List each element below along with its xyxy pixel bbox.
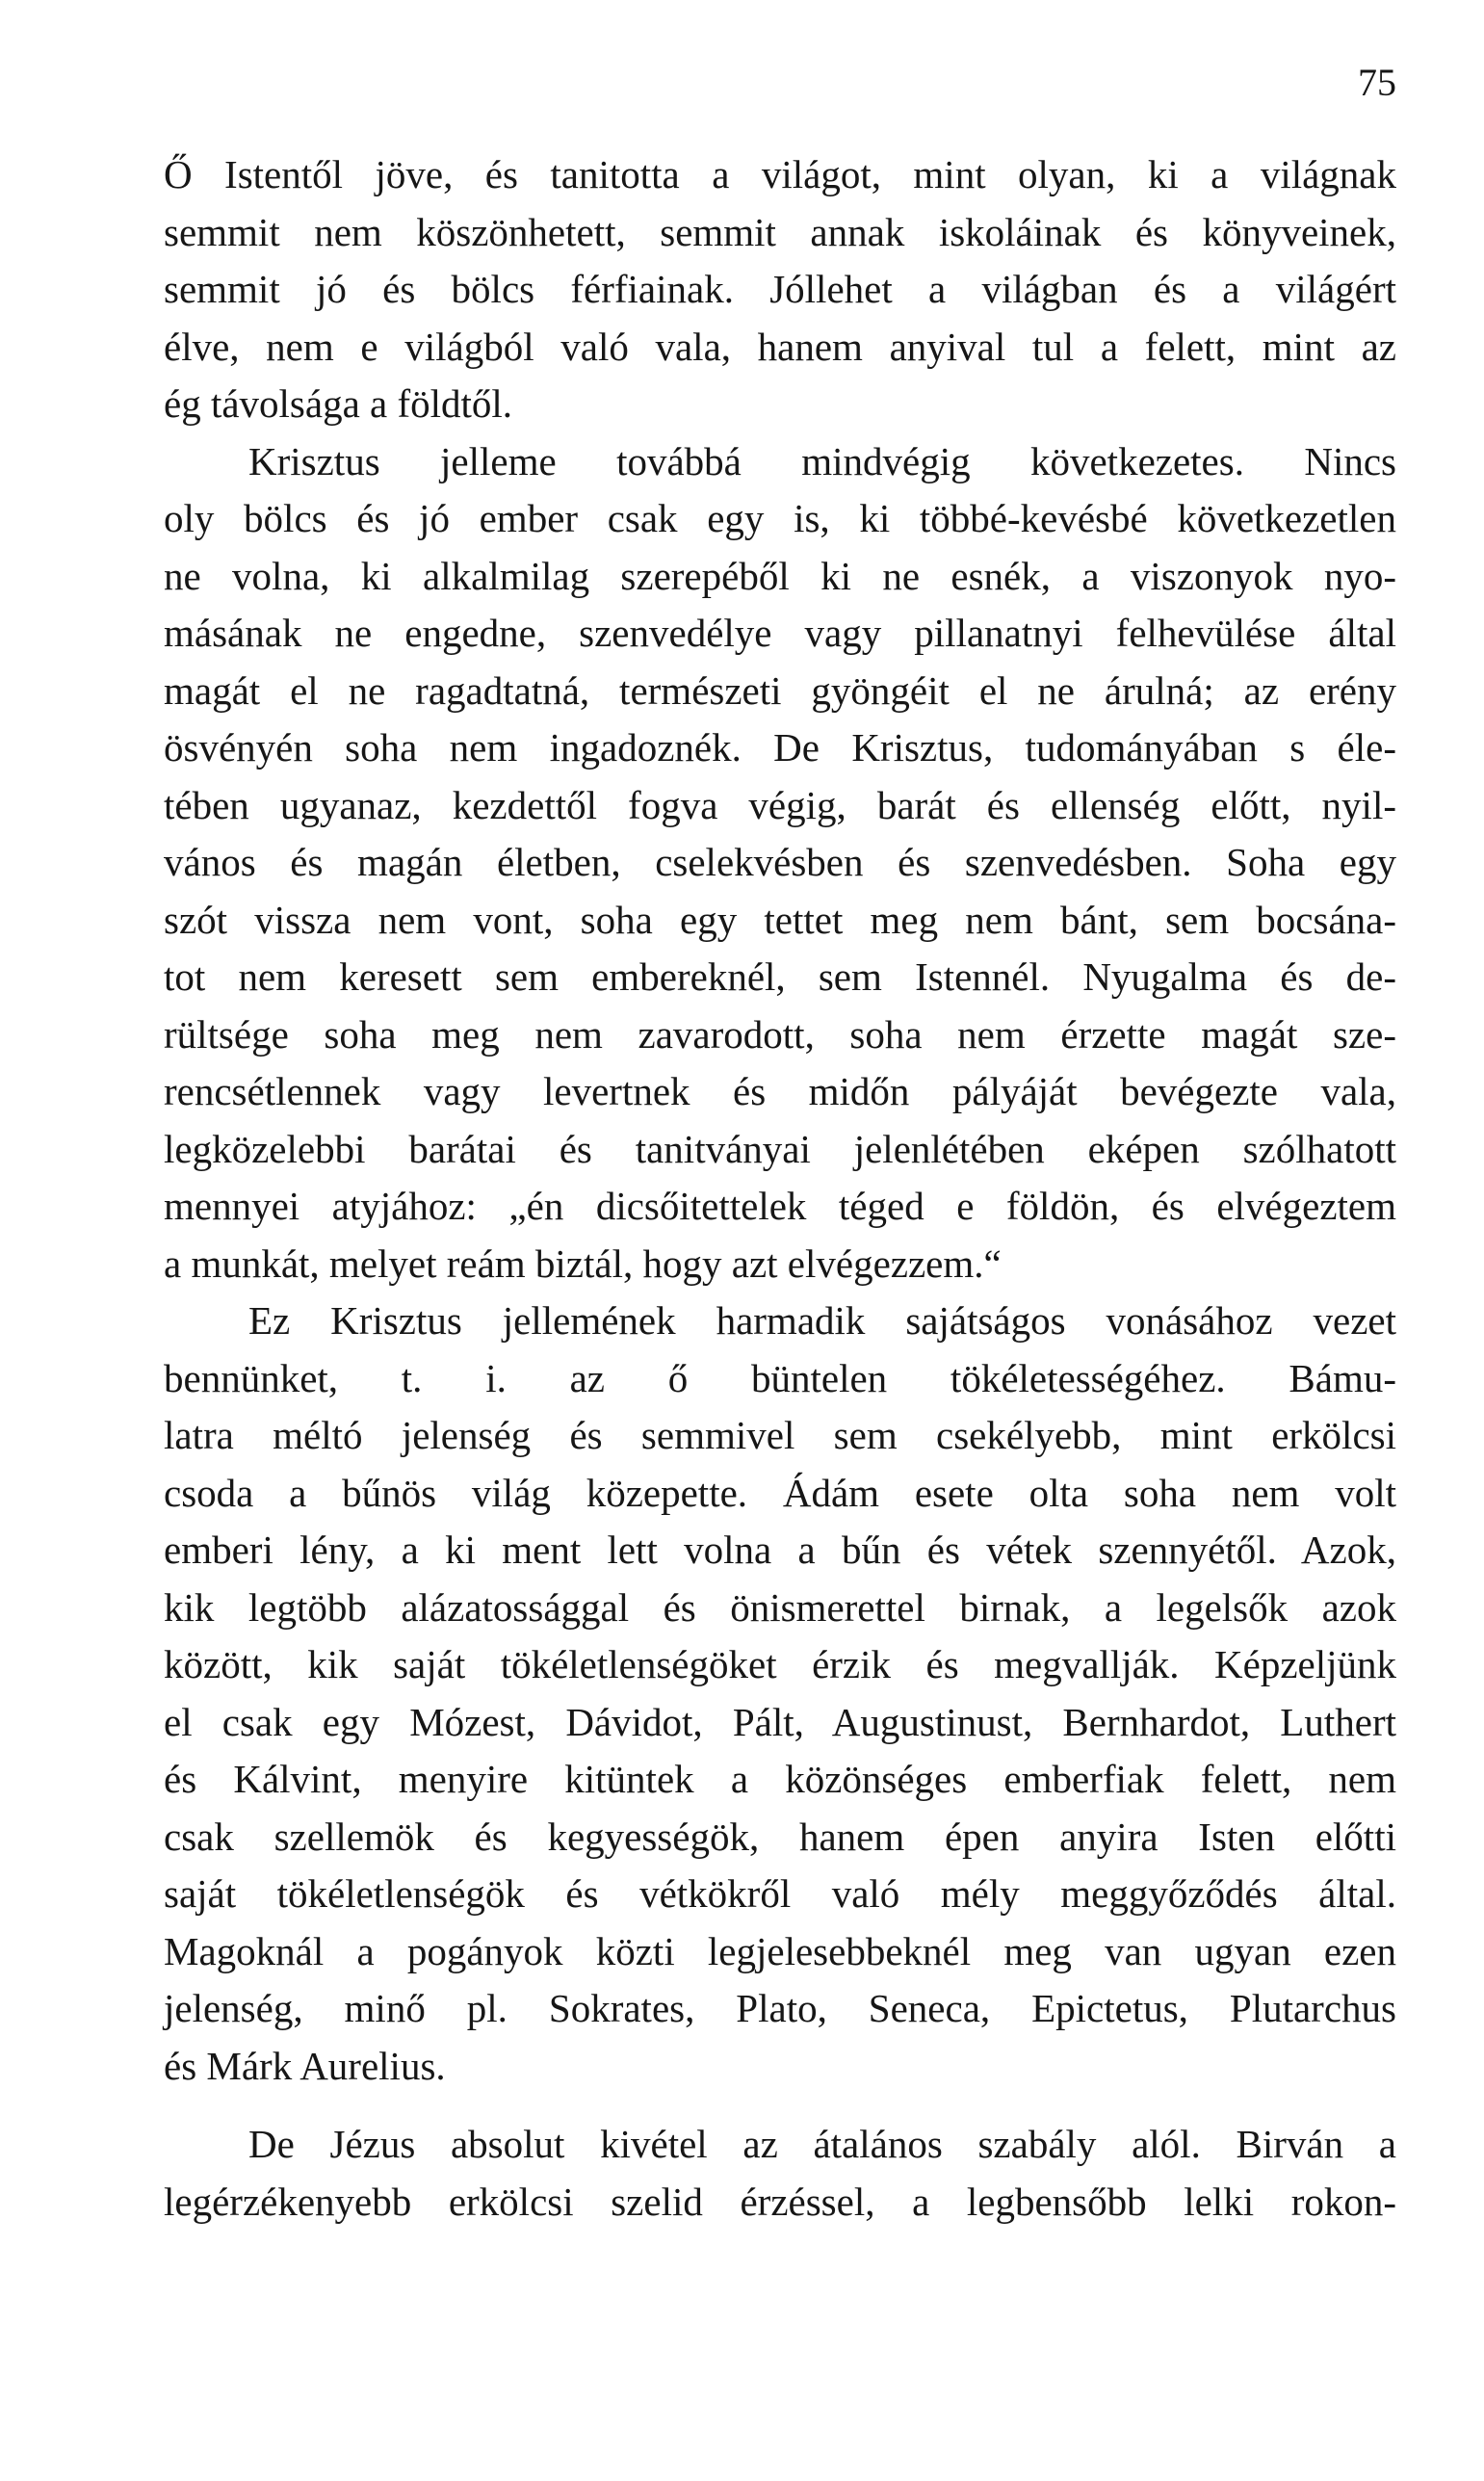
text-line: jelenség, minő pl. Sokrates, Plato, Seneca, Epictetus, Plutarchus bbox=[164, 1986, 1396, 2030]
text-line: között, kik saját tökéletlenségöket érzik és megvallják. Képzeljünk bbox=[164, 1642, 1396, 1686]
text-line: Ő Istentől jöve, és tanitotta a világot, mint olyan, ki a világnak bbox=[164, 152, 1396, 196]
body-text bbox=[164, 146, 1396, 2231]
text-line: oly bölcs és jó ember csak egy is, ki többé-kevésbé következetlen bbox=[164, 496, 1396, 540]
text-line: emberi lény, a ki ment lett volna a bűn és vétek szennyétől. Azok, bbox=[164, 1528, 1396, 1572]
text-line: latra méltó jelenség és semmivel sem csekélyebb, mint erkölcsi bbox=[164, 1413, 1396, 1457]
text-line: Magoknál a pogányok közti legjelesebbeknél meg van ugyan ezen bbox=[164, 1928, 1396, 1973]
text-line: ne volna, ki alkalmilag szerepéből ki ne esnék, a viszonyok nyo- bbox=[164, 553, 1396, 598]
text-line: semmit jó és bölcs férfiainak. Jóllehet a világban és a világért bbox=[164, 267, 1396, 311]
text-line: legközelebbi barátai és tanitványai jelenlétében eképen szólhatott bbox=[164, 1126, 1396, 1171]
text-line: ösvényén soha nem ingadoznék. De Krisztus, tudományában s éle- bbox=[164, 725, 1396, 770]
text-line: másának ne engedne, szenvedélye vagy pillanatnyi felhevülése által bbox=[164, 611, 1396, 655]
text-line: bennünket, t. i. az ő büntelen tökéletességéhez. Bámu- bbox=[164, 1355, 1396, 1400]
text-line: ég távolsága a földtől. bbox=[164, 381, 513, 426]
text-line: a munkát, melyet reám biztál, hogy azt elvégezzem.“ bbox=[164, 1240, 1002, 1286]
text-line: szót vissza nem vont, soha egy tettet meg nem bánt, sem bocsána- bbox=[164, 897, 1396, 942]
text-line: mennyei atyjához: „én dicsőitettelek téged e földön, és elvégeztem bbox=[164, 1184, 1396, 1228]
paragraph-gap bbox=[164, 2095, 1396, 2116]
text-line: tében ugyanaz, kezdettől fogva végig, barát és ellenség előtt, nyil- bbox=[164, 782, 1396, 827]
text-line: Krisztus jelleme továbbá mindvégig következetes. Nincs bbox=[248, 438, 1396, 483]
text-line: rültsége soha meg nem zavarodott, soha nem érzette magát sze- bbox=[164, 1011, 1396, 1057]
text-line: semmit nem köszönhetett, semmit annak iskoláinak és könyveinek, bbox=[164, 209, 1396, 254]
text-line: kik legtöbb alázatossággal és önismerettel birnak, a legelsők azok bbox=[164, 1584, 1396, 1630]
text-line: csoda a bűnös világ közepette. Ádám esete olta soha nem volt bbox=[164, 1470, 1396, 1515]
text-line: De Jézus absolut kivétel az átalános szabály alól. Birván a bbox=[248, 2122, 1396, 2166]
text-line: csak szellemök és kegyességök, hanem épen anyira Isten előtti bbox=[164, 1814, 1396, 1859]
text-line: el csak egy Mózest, Dávidot, Pált, Augustinust, Bernhardot, Luthert bbox=[164, 1699, 1396, 1744]
text-line: és Márk Aurelius. bbox=[164, 2043, 446, 2088]
text-line: és Kálvint, menyire kitüntek a közönséges emberfiak felett, nem bbox=[164, 1757, 1396, 1801]
text-line: tot nem keresett sem embereknél, sem Istennél. Nyugalma és de- bbox=[164, 954, 1396, 999]
text-line: legérzékenyebb erkölcsi szelid érzéssel, a legbensőbb lelki rokon- bbox=[164, 2179, 1396, 2224]
text-line: vános és magán életben, cselekvésben és szenvedésben. Soha egy bbox=[164, 840, 1396, 884]
text-line: rencsétlennek vagy levertnek és midőn pályáját bevégezte vala, bbox=[164, 1069, 1396, 1113]
text-line: saját tökéletlenségök és vétkökről való mély meggyőződés által. bbox=[164, 1871, 1396, 1916]
text-line: magát el ne ragadtatná, természeti gyöngéit el ne árulná; az erény bbox=[164, 667, 1396, 713]
text-line: élve, nem e világból való vala, hanem anyival tul a felett, mint az bbox=[164, 324, 1396, 369]
page-number: 75 bbox=[1358, 61, 1396, 104]
text-line: Ez Krisztus jellemének harmadik sajátságos vonásához vezet bbox=[248, 1298, 1396, 1343]
